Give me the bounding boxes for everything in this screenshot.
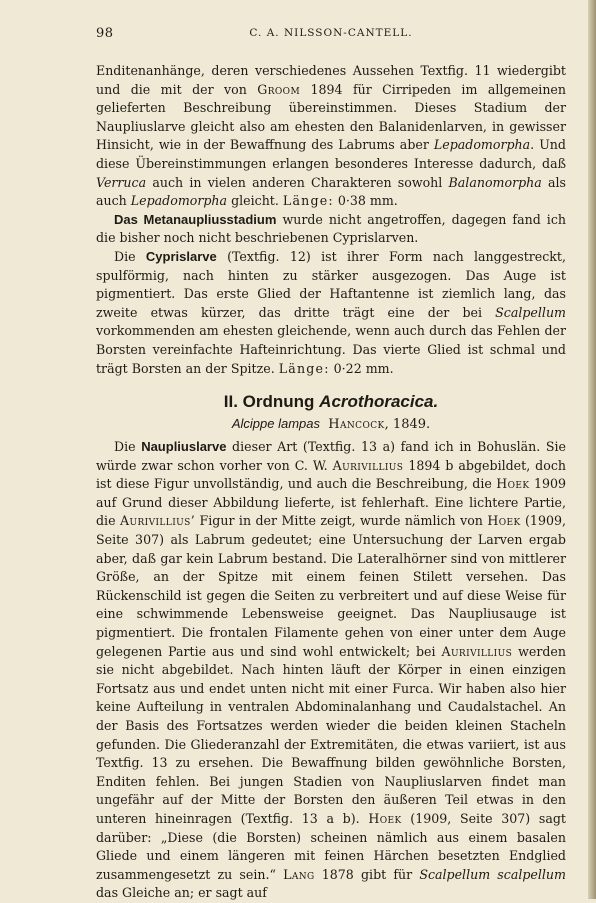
- paragraph-alcippe-nauplius: [96, 438, 566, 903]
- text-run: vorkommenden am ehesten gleichende, wenn auch durch das Fehlen der Borsten vereinfachte Hafteinrichtung. Das vierte Glied ist schmal und trägt Borsten an der Spitze.: [96, 323, 566, 376]
- text-run: (1909, Seite 307) als Labrum gedeutet; eine Untersuchung der Larven ergab aber, daß gar kein Labrum bestand. Die Lateralhörner sind von mittlerer Größe, an der Spitze mit einem feinen Stilett versehen. Das Rückenschild ist gegen die Seiten zu verbreitert und auf diese Weise für eine schwimmende Lebensweise geeignet. Das Naupliusauge ist pigmentiert. Die frontalen Filamente gehen von einer unter dem Auge gelegenen Partie aus und sind wohl entwickelt; bei: [96, 513, 566, 659]
- author-name: Hoek: [368, 810, 402, 826]
- length-label: Länge:: [278, 360, 330, 376]
- taxon-name: Lepadomorpha: [130, 193, 228, 209]
- page-number: 98: [96, 26, 114, 41]
- taxon-name: Balanomorpha: [448, 174, 542, 190]
- paragraph-cyprislarve: [96, 248, 566, 378]
- section-heading: [96, 392, 566, 412]
- length-value: 0·38 mm.: [333, 193, 398, 209]
- running-head: [96, 26, 566, 46]
- text-run: das Gleiche an; er sagt auf: [96, 885, 267, 901]
- section-numeral: II. Ordnung: [223, 392, 320, 412]
- text-run: gleicht.: [227, 193, 283, 209]
- text-run: 1894 für Cirripeden im allgemeinen gelieferten Beschreibung übereinstimmen. Dieses Stadium der Naupliuslarve gleicht also am ehesten den Balanidenlarven, in gewisser Hinsicht, wie in der Bewaffnung des Labrums aber: [96, 81, 566, 153]
- paragraph-nauplius-comparison: [96, 62, 566, 211]
- author-name: Hoek: [496, 476, 530, 492]
- author-name: Groom: [257, 81, 301, 97]
- text-run: . Und diese Übereinstimmungen erlangen besonderes Interesse dadurch, daß: [96, 137, 566, 171]
- running-title: C. A. NILSSON-CANTELL.: [249, 27, 413, 39]
- text-run: Figur in der Mitte zeigt, wurde nämlich von: [195, 513, 488, 529]
- taxon-name: Scalpellum scalpellum: [419, 866, 566, 882]
- species-heading: [96, 416, 566, 432]
- taxon-name: Verruca: [96, 174, 147, 190]
- author-name: Aurivillius: [441, 643, 513, 659]
- text-run: Enditenanhänge, deren verschiedenes Aussehen Textfig. 11 wiedergibt und die mit der von: [96, 63, 566, 97]
- author-name: Lang: [283, 866, 315, 882]
- paragraph-metanauplius: [96, 211, 566, 248]
- species-name: Alcippe lampas: [231, 416, 320, 432]
- author-name: Aurivillius: [332, 457, 404, 473]
- text-run: Die: [114, 439, 142, 455]
- author-name: Aurivillius’: [119, 513, 196, 529]
- text-run: (Textfig. 12) ist ihrer Form nach langgestreckt, spulförmig, nach hinten zu stärker ausgezogen. Das Auge ist pigmentiert. Das erste Glied der Haftantenne ist ziemlich lang, das zweite etwas kürzer, das dritte trägt eine der bei: [96, 248, 566, 320]
- book-page: [96, 26, 566, 903]
- text-run: auch in vielen anderen Charakteren sowohl: [146, 174, 449, 190]
- stage-heading: Naupliuslarve: [141, 439, 227, 455]
- text-run: dieser Art (Textfig. 13 a) fand ich in Bohuslän. Sie würde zwar schon vorher von C. W.: [96, 439, 566, 473]
- body-text: [96, 62, 566, 903]
- text-run: als auch: [96, 174, 566, 209]
- text-run: 1894 b abgebildet, doch ist diese Figur unvollständig, und auch die Beschreibung, die: [96, 457, 566, 492]
- taxon-name: Lepadomorpha: [433, 137, 531, 153]
- species-author: Hancock: [328, 417, 385, 433]
- text-run: wurde nicht angetroffen, dagegen fand ich die bisher noch nicht beschriebenen Cyprislarven.: [96, 211, 566, 246]
- text-run: Die: [114, 248, 146, 264]
- text-run: 1909 auf Grund dieser Abbildung lieferte, ist fehlerhaft. Eine lichtere Partie, die: [96, 476, 566, 529]
- species-year: , 1849.: [384, 417, 431, 433]
- section-taxon: Acrothoracica.: [319, 392, 439, 412]
- text-run: werden sie nicht abgebildet. Nach hinten läuft der Körper in einen einzigen Fortsatz aus und endet unten nicht mit einer Furca. Wir haben also hier keine Aufteilung in ventralen Abdominalanhang und Caudalstachel. An der Basis des Fortsatzes werden wieder die beiden kleinen Stacheln gefunden. Die Gliederanzahl der Extremitäten, die etwas variiert, ist aus Textfig. 13 zu ersehen. Die Bewaffnung bilden gewöhnliche Borsten, Enditen fehlen. Bei jungen Stadien von Naupliuslarven findet man ungefähr auf der Mitte der Borsten den äußeren Teil etwas in den unteren hineinragen (Textfig. 13 a b).: [96, 643, 566, 826]
- taxon-name: Scalpellum: [495, 304, 566, 320]
- text-run: (1909, Seite 307) sagt darüber: „Diese (die Borsten) scheinen nämlich aus einem basalen Gliede und einem längeren mit feinen Härchen besetzten Endglied zusammengesetzt zu sein.“: [96, 810, 566, 882]
- stage-heading: Cyprislarve: [145, 248, 217, 264]
- length-value: 0·22 mm.: [329, 360, 394, 376]
- stage-heading: Das Metanaupliusstadium: [114, 211, 277, 227]
- author-name: Hoek: [487, 513, 521, 529]
- page-edge: [588, 0, 596, 899]
- text-run: 1878 gibt für: [314, 866, 420, 882]
- length-label: Länge:: [282, 193, 334, 209]
